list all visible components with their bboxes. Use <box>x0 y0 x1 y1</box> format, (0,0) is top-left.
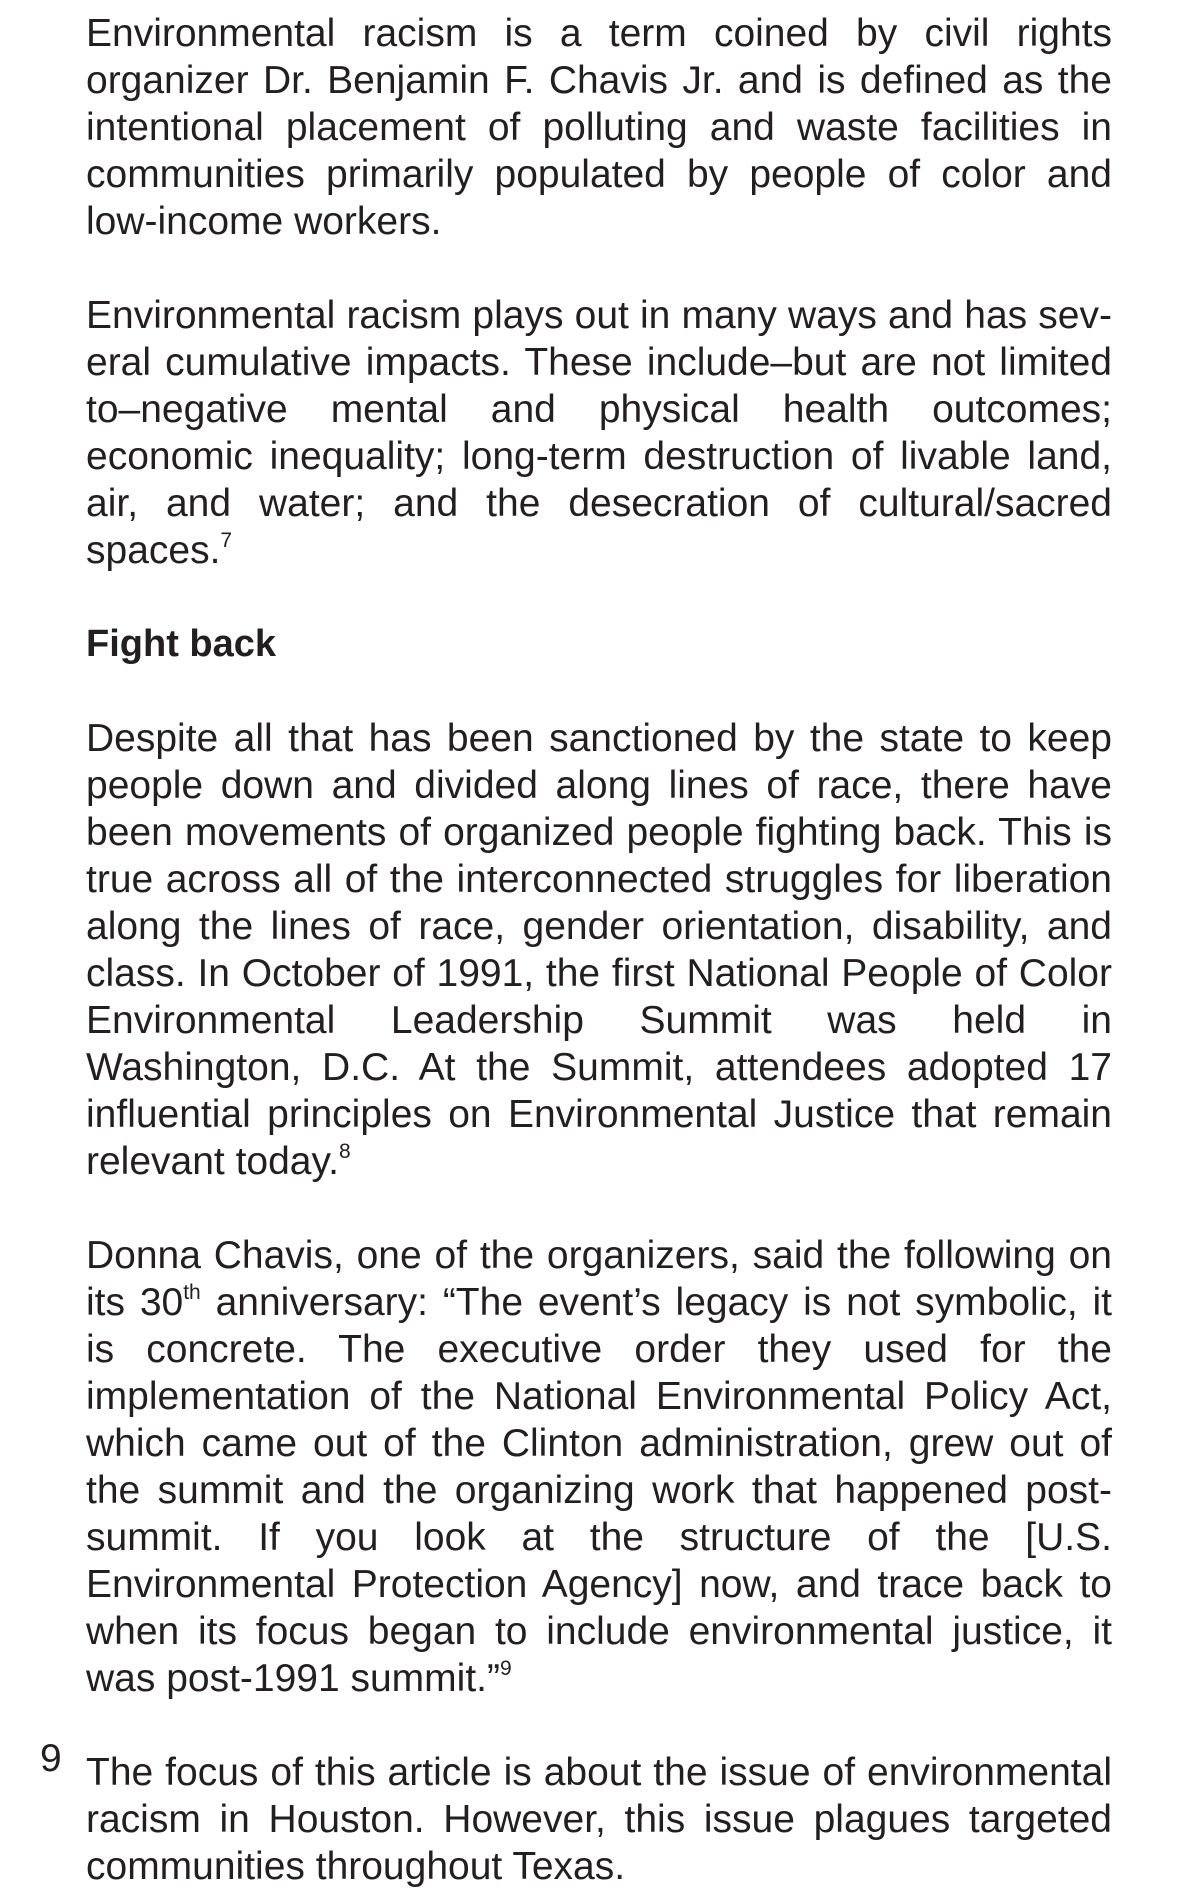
paragraph-summit <box>86 715 1112 1185</box>
paragraph-text: Environmental racism plays out in many ways and has several cumulative impacts. These include–but are not limited to–negative mental and physical health outcomes; economic inequality; long-term destruction of livable land, air, and water; and the desecration of cultural/sacred spaces. <box>86 294 1112 572</box>
page-number: 9 <box>40 1737 62 1780</box>
footnote-marker[interactable]: 7 <box>220 529 233 552</box>
paragraph-quote <box>86 1232 1112 1702</box>
page-body <box>86 10 1112 1890</box>
ordinal-suffix: th <box>183 1281 201 1304</box>
paragraph-text: The focus of this article is about the issue of environmental racism in Houston. However, this issue plagues targeted communities throughout Texas. <box>86 1751 1112 1888</box>
paragraph-impacts <box>86 292 1112 574</box>
paragraph-text: Environmental racism is a term coined by civil rights organizer Dr. Benjamin F. Chavis Jr. and is defined as the intentional placement of polluting and waste facilities in communities primarily populated by people of color and low-income workers. <box>86 12 1112 243</box>
footnote-marker[interactable]: 8 <box>338 1140 351 1163</box>
paragraph-focus <box>86 1749 1112 1890</box>
paragraph-text: anniversary: “The event’s legacy is not symbolic, it is concrete. The executive order they used for the implementation of the National Environmental Policy Act, which came out of the Clinton administration, grew out of the summit and the organizing work that happened post-summit. If you look at the structure of the [U.S. Environmental Protection Agency] now, and trace back to when its focus began to include environmental justice, it was post-1991 summit.” <box>86 1281 1113 1700</box>
paragraph-text: Despite all that has been sanctioned by the state to keep people down and divided along lines of race, there have been movements of organized people fighting back. This is true across all of the interconnected struggles for liberation along the lines of race, gender orientation, disability, and class. In October of 1991, the first National People of Color Environmental Leadership Summit was held in Washington, D.C. At the Summit, attendees adopted 17 influential principles on Environmental Justice that remain relevant today. <box>86 717 1112 1183</box>
footnote-marker[interactable]: 9 <box>499 1657 512 1680</box>
section-heading: Fight back <box>86 623 277 665</box>
paragraph-definition <box>86 10 1112 245</box>
paragraph-text: Donna Chavis, one of the organizers, said the following on its 30 <box>86 1234 1112 1324</box>
